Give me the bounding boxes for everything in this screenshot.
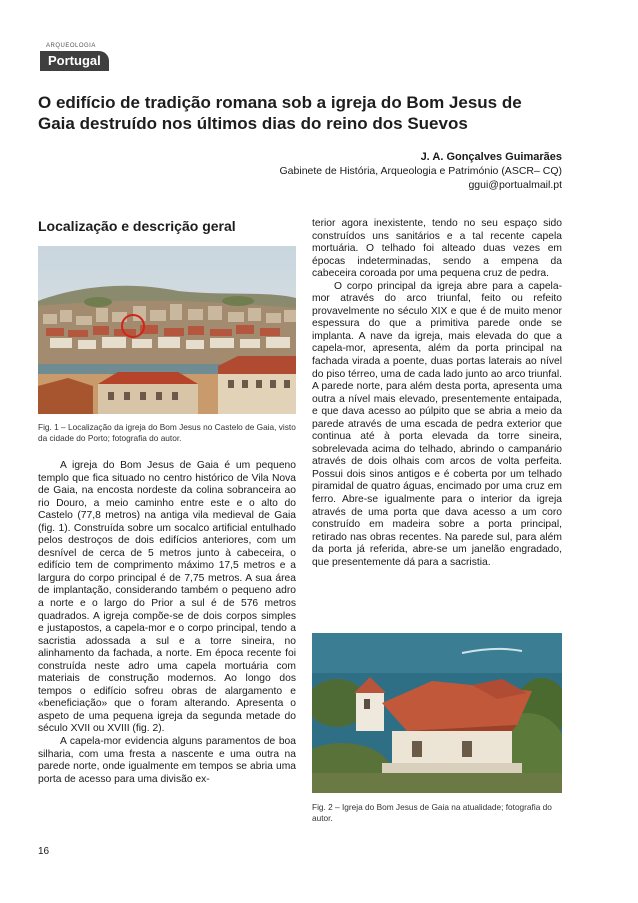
body-left-column <box>38 460 296 786</box>
author-affiliation: Gabinete de História, Arqueologia e Património (ASCR– CQ) <box>279 165 562 177</box>
figure-2-photo <box>312 633 562 793</box>
paragraph: terior agora inexistente, tendo no seu espaço sido construídos uns sanitários e a tal recente capela mortuária. O telhado foi alteado duas vezes em épocas indeterminadas, sendo a empena da cabeceira coroada por uma pequena cruz de pedra. <box>312 218 562 280</box>
figure-1-illustration <box>38 246 296 414</box>
author-email[interactable]: ggui@portualmail.pt <box>468 179 562 191</box>
paragraph: A capela-mor evidencia alguns paramentos de boa silharia, com uma fresta a nascente e uma outra na parede norte, onde igualmente em tempos se abria uma porta de acesso para uma divisão ex- <box>38 736 296 785</box>
figure-1-caption: Fig. 1 – Localização da igreja do Bom Jesus no Castelo de Gaia, visto da cidade do Porto; fotografia do autor. <box>38 422 296 443</box>
author-name: J. A. Gonçalves Guimarães <box>420 151 562 163</box>
body-right-column <box>312 218 562 569</box>
country-tag: Portugal <box>40 51 109 71</box>
figure-2-illustration <box>312 633 562 793</box>
paragraph: A igreja do Bom Jesus de Gaia é um pequeno templo que fica situado no centro histórico de Vila Nova de Gaia, na encosta nordeste da colina sobranceira ao rio Douro, a meio caminho entre este e o alto do Castelo (77,8 metros) na antiga vila medieval de Gaia (fig. 1). Construída sobre um socalco artificial entulhado pelos destroços de dois edifícios anteriores, com um desnível de cerca de 5 metros junto à cabeceira, o edifício tem de comprimento máximo 17,5 metros e a largura do corpo principal é de 7,75 metros. A sua área de implantação, considerando também o pequeno adro a norte e o largo do Prior a sul é de 576 metros quadrados. A igreja compõe-se de dois corpos simples e justapostos, a capela-mor e o corpo principal, tendo a sacristia adossada a sul e a torre sineira, no alinhamento da fachada, a norte. Em época recente foi construída neste adro uma capela mortuária com materiais de construção modernos. Ao longo dos tempos o edifício sofreu obras de alargamento e «beneficiação» que o foram alterando. Apresenta o aspeto de uma pequena igreja da segunda metade do século XVII ou XVIII (fig. 2). <box>38 460 296 735</box>
section-label-small: ARQUEOLOGIA <box>46 43 96 49</box>
section-heading: Localização e descrição geral <box>38 218 236 234</box>
page-number: 16 <box>38 846 50 857</box>
article-title: O edifício de tradição romana sob a igreja do Bom Jesus de Gaia destruído nos últimos dias do reino dos Suevos <box>38 93 522 133</box>
paragraph: O corpo principal da igreja abre para a capela-mor através do arco triunfal, feito ou refeito provavelmente no século XIX e que é de muito menor espessura do que a primitiva parede onde se implanta. A nave da igreja, mais elevada do que a capela-mor, apresenta, além da porta principal na fachada virada a poente, duas portas laterais ao nível do piso térreo, uma de cada lado junto ao arco triunfal. A parede norte, para além desta porta, apresenta uma outra a nível mais elevado, presentemente entaipada, e que dava acesso ao púlpito que se abria a meio da parede através de uma escada de pedra exterior que continua até à porta elevada da torre sineira, sobrelevada acima do telhado, abrindo o campanário através de dois olhais com arcos de volta perfeita. Possui dois sinos antigos e é coberta por um telhado piramidal de quatro águas, encimado por uma cruz em ferro. Abre-se igualmente para o interior da igreja através de uma porta que dava acesso a um coro construído em madeira sobre a porta principal, retirado nas obras recentes. Na parede sul, para além da porta já referida, abre-se um janelão engradado, que presentemente dá para a sacristia. <box>312 280 562 568</box>
figure-2-caption: Fig. 2 – Igreja do Bom Jesus de Gaia na atualidade; fotografia do autor. <box>312 802 552 823</box>
figure-1-photo <box>38 246 296 414</box>
author-block <box>202 150 562 192</box>
